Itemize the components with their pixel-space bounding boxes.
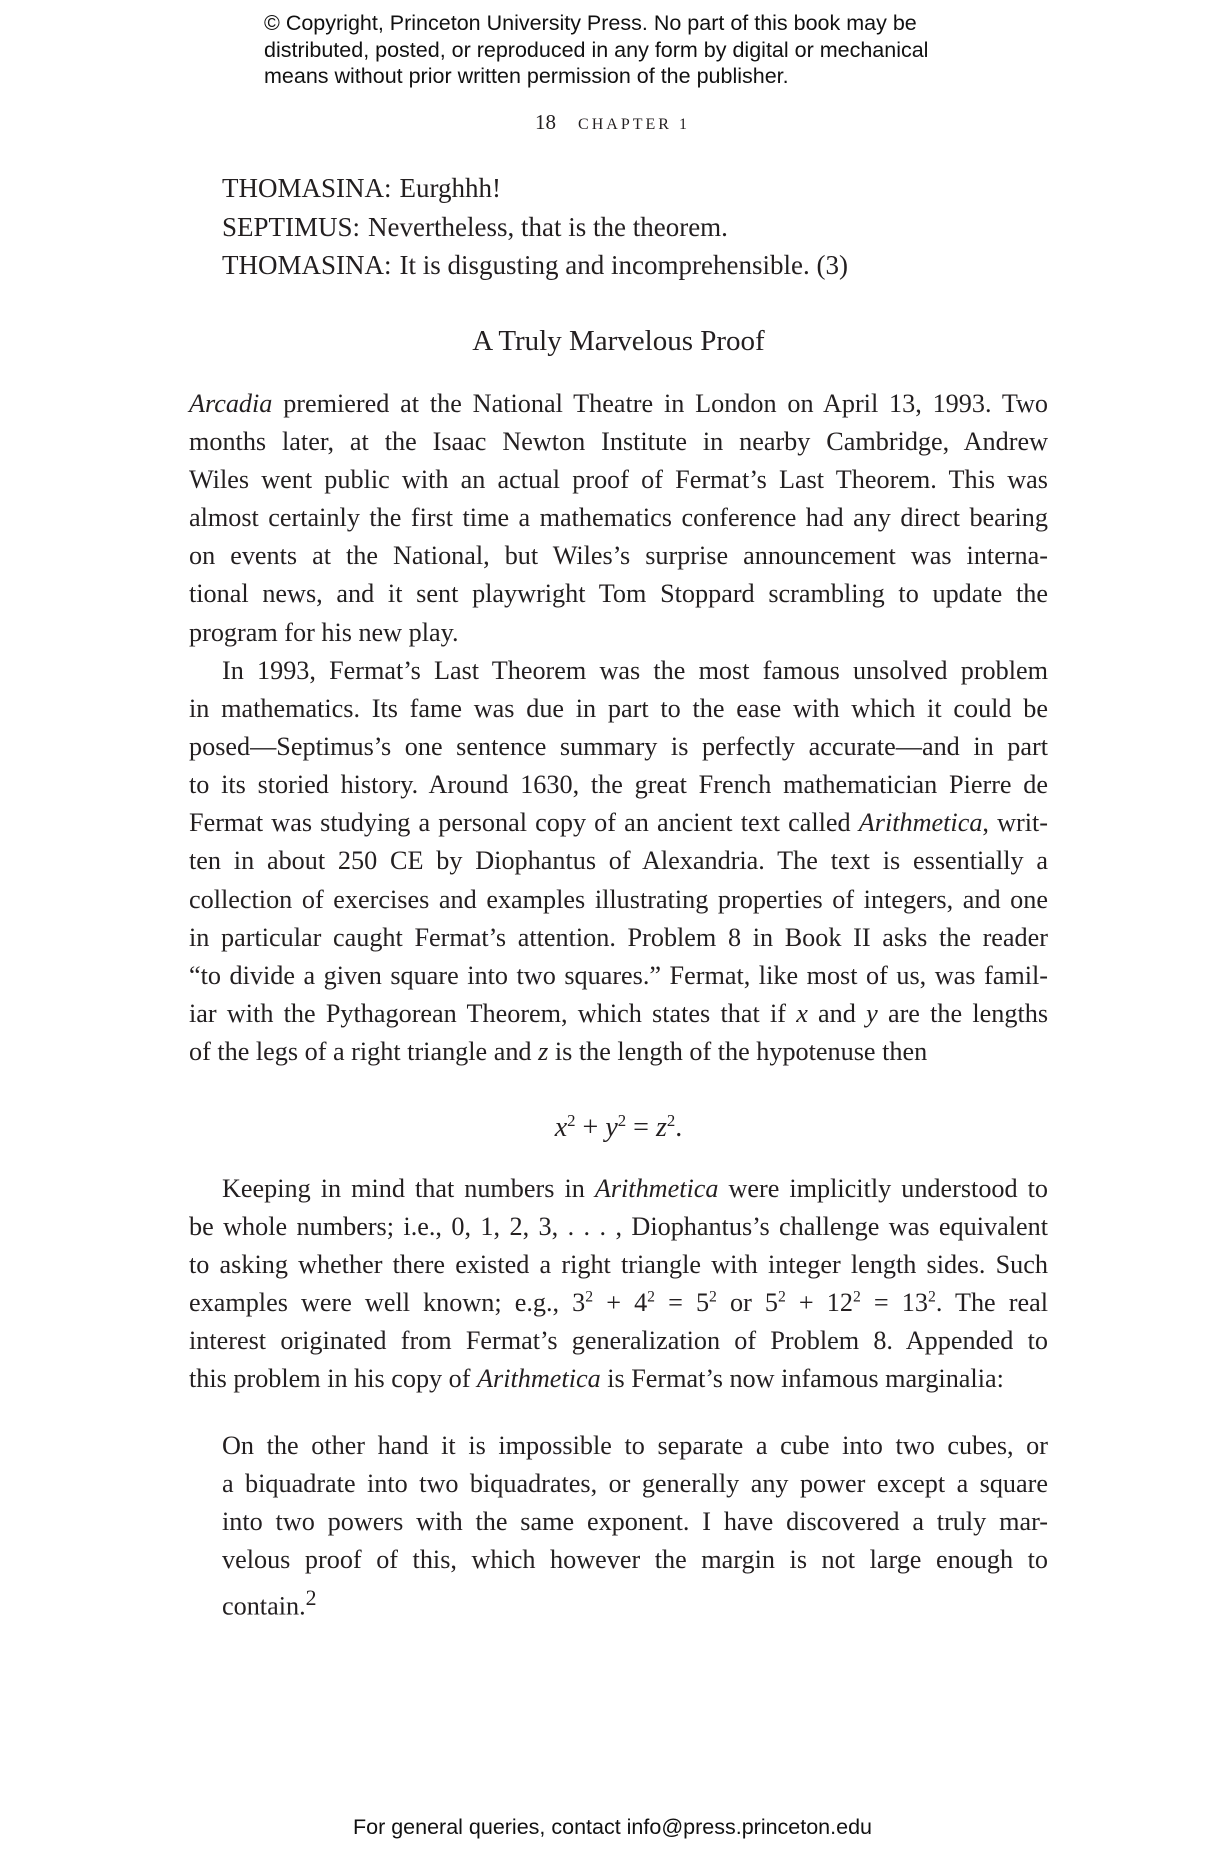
math-var: y bbox=[866, 998, 878, 1028]
text-line: ten in about 250 CE by Diophantus of Alexandria. The text is essentially a bbox=[189, 846, 1048, 876]
text-line: contain.$^2$ bbox=[222, 1586, 317, 1622]
text-line: posed—Septimus’s one sentence summary is perfectly accurate—and in part bbox=[189, 732, 1048, 762]
text-line: on events at the National, but Wiles’s surprise announcement was interna- bbox=[189, 541, 1048, 571]
speaker: THOMASINA: bbox=[222, 173, 392, 203]
text-line: a biquadrate into two biquadrates, or generally any power except a square bbox=[222, 1469, 1048, 1499]
italic-title: Arcadia bbox=[189, 389, 273, 418]
text-line: be whole numbers; i.e., 0, 1, 2, 3, . . . , Diophantus’s challenge was equivalent bbox=[189, 1212, 1048, 1242]
copyright-line: © Copyright, Princeton University Press. No part of this book may be bbox=[264, 11, 917, 35]
paragraph-3 bbox=[189, 1170, 1048, 1399]
text-line: “to divide a given square into two squares.” Fermat, like most of us, was famil- bbox=[189, 960, 1048, 990]
text-line: Keeping in mind that numbers in Arithmetica were implicitly understood to bbox=[222, 1174, 1048, 1203]
text-line: in particular caught Fermat’s attention. Problem 8 in Book II asks the reader bbox=[189, 922, 1048, 952]
running-head bbox=[0, 110, 1225, 135]
dialogue-line bbox=[222, 169, 1122, 208]
page-number: 18 bbox=[535, 110, 557, 134]
chapter-label: CHAPTER 1 bbox=[578, 116, 690, 133]
speech: Nevertheless, that is the theorem. bbox=[368, 211, 728, 242]
dialogue-excerpt bbox=[222, 169, 1122, 285]
text-line: this problem in his copy of Arithmetica is Fermat’s now infamous marginalia: bbox=[189, 1364, 1004, 1394]
speaker: THOMASINA: bbox=[222, 250, 392, 280]
italic-title: Arithmetica bbox=[594, 1174, 719, 1203]
dialogue-line bbox=[222, 208, 1122, 247]
italic-title: Arithmetica bbox=[858, 808, 983, 838]
text-line: examples were well known; e.g., $3^2 + 4^2 = 5^2$ or $5^2 + 12^2 = 13^2$. The real bbox=[189, 1288, 1048, 1318]
section-heading: A Truly Marvelous Proof bbox=[472, 325, 765, 357]
display-equation: $x^2 + y^2 = z^2$. bbox=[554, 1110, 683, 1143]
text-line: to asking whether there existed a right triangle with integer length sides. Such bbox=[189, 1250, 1048, 1280]
speech: It is disgusting and incomprehensible. (3) bbox=[399, 250, 848, 280]
copyright-line: distributed, posted, or reproduced in any form by digital or mechanical bbox=[264, 37, 929, 62]
text-line: interest originated from Fermat’s generalization of Problem 8. Appended to bbox=[189, 1326, 1048, 1356]
text-line: collection of exercises and examples illustrating properties of integers, and one bbox=[189, 884, 1048, 914]
text-line: Arcadia premiered at the National Theatre in London on April 13, 1993. Two bbox=[189, 389, 1048, 418]
math-var: x bbox=[796, 998, 808, 1028]
text-line: into two powers with the same exponent. I have discovered a truly mar- bbox=[222, 1507, 1048, 1537]
text-line: Fermat was studying a personal copy of an ancient text called Arithmetica, writ- bbox=[189, 808, 1049, 838]
speaker: SEPTIMUS: bbox=[222, 211, 361, 242]
italic-title: Arithmetica bbox=[477, 1364, 601, 1394]
footnote-reference[interactable]: 2 bbox=[305, 1586, 317, 1611]
text-line: tional news, and it sent playwright Tom Stoppard scrambling to update the bbox=[189, 579, 1048, 609]
copyright-notice bbox=[264, 10, 984, 90]
text-line: program for his new play. bbox=[189, 617, 459, 647]
copyright-line: means without prior written permission of the publisher. bbox=[264, 64, 789, 88]
text-line: of the legs of a right triangle and z is the length of the hypotenuse then bbox=[189, 1036, 928, 1066]
paragraph-1 bbox=[189, 385, 1048, 652]
text-line: months later, at the Isaac Newton Institute in nearby Cambridge, Andrew bbox=[189, 427, 1048, 457]
text-line: Wiles went public with an actual proof of Fermat’s Last Theorem. This was bbox=[189, 465, 1048, 495]
contact-footer: For general queries, contact info@press.princeton.edu bbox=[352, 1815, 872, 1839]
text-line: On the other hand it is impossible to separate a cube into two cubes, or bbox=[222, 1431, 1048, 1460]
text-line: almost certainly the first time a mathematics conference had any direct bearing bbox=[189, 503, 1048, 533]
speech: Eurghhh! bbox=[399, 173, 502, 203]
text-line: in mathematics. Its fame was due in part to the ease with which it could be bbox=[189, 694, 1048, 724]
text-line: iar with the Pythagorean Theorem, which states that if x and y are the lengths bbox=[189, 998, 1049, 1028]
text-line: In 1993, Fermat’s Last Theorem was the most famous unsolved problem bbox=[222, 656, 1048, 685]
text-line: to its storied history. Around 1630, the great French mathematician Pierre de bbox=[189, 770, 1048, 800]
paragraph-2 bbox=[189, 652, 1048, 1071]
text-line: velous proof of this, which however the margin is not large enough to bbox=[222, 1545, 1048, 1575]
dialogue-line bbox=[222, 246, 1122, 285]
block-quote bbox=[222, 1427, 1048, 1622]
math-var: z bbox=[538, 1036, 549, 1066]
